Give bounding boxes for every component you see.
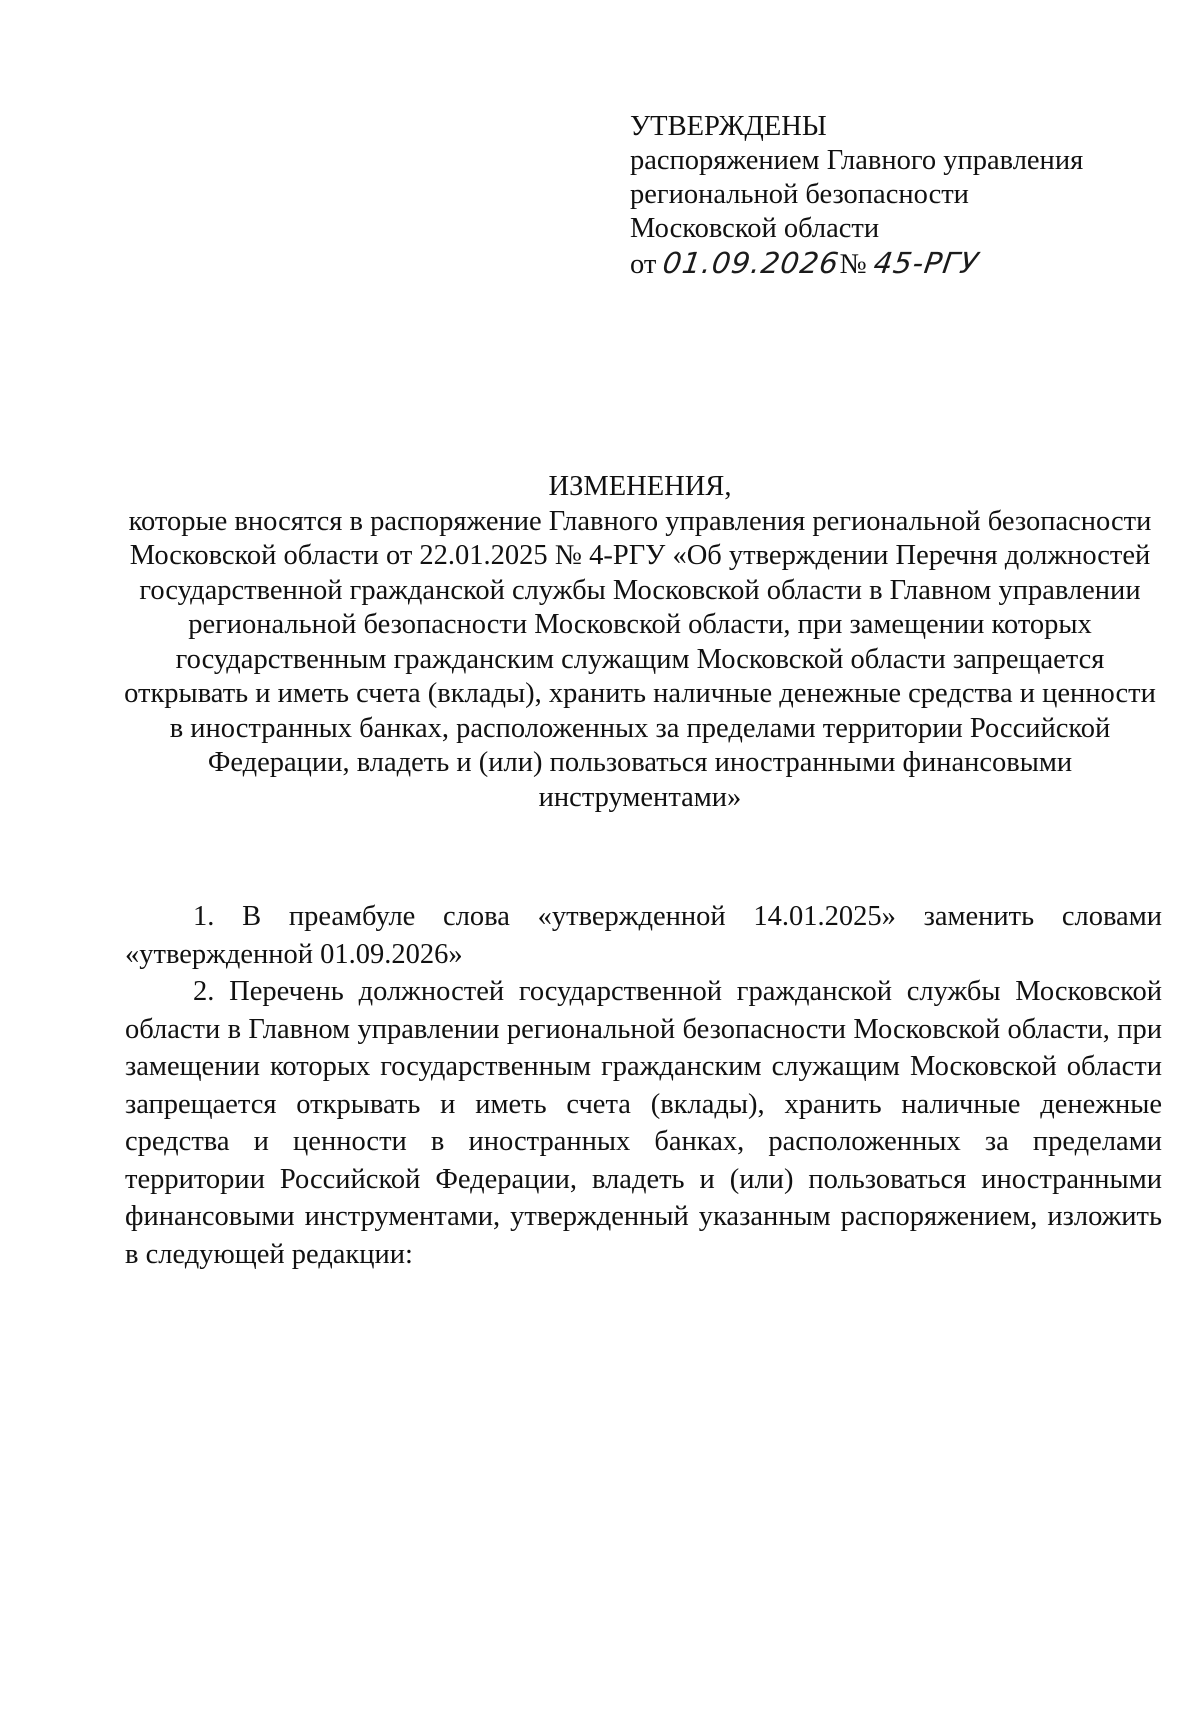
handwritten-date: 01.09.2026: [661, 246, 842, 280]
document-body: [125, 898, 1162, 1273]
paragraph-1: 1. В преамбуле слова «утвержденной 14.01.2025» заменить словами «утвержденной 01.09.2026»: [125, 901, 1162, 970]
number-sign: №: [839, 249, 867, 280]
approval-line-1: распоряжением Главного управления: [630, 145, 1084, 176]
approval-date-prefix: от: [630, 249, 657, 280]
approval-line-2: региональной безопасности: [630, 179, 969, 210]
handwritten-number: 45-РГУ: [871, 246, 981, 280]
document-heading: ИЗМЕНЕНИЯ,: [548, 471, 732, 502]
document-subtitle: которые вносятся в распоряжение Главного управления региональной безопасности Московской области от 22.01.2025 № 4-РГУ «Об утверждении Перечня должностей государственной гражданской службы Московской области в Главном управлении региональной безопасности Московской области, при замещении которых государственным гражданским служащим Московской области запрещается открывать и иметь счета (вклады), хранить наличные денежные средства и ценности в иностранных банках, расположенных за пределами территории Российской Федерации, владеть и (или) пользоваться иностранными финансовыми инструментами»: [124, 505, 1156, 813]
approval-heading: УТВЕРЖДЕНЫ: [630, 111, 827, 142]
title-block: [120, 470, 1160, 815]
approval-date-line: [630, 246, 1150, 282]
paragraph-2: 2. Перечень должностей государственной гражданской службы Московской области в Главном управлении региональной безопасности Московской области, при замещении которых государственным гражданским служащим Московской области запрещается открывать и иметь счета (вклады), хранить наличные денежные средства и ценности в иностранных банках, расположенных за пределами территории Российской Федерации, владеть и (или) пользоваться иностранными финансовыми инструментами, утвержденный указанным распоряжением, изложить в следующей редакции:: [125, 976, 1162, 1270]
approval-line-3: Московской области: [630, 213, 880, 244]
approval-block: [630, 110, 1150, 282]
